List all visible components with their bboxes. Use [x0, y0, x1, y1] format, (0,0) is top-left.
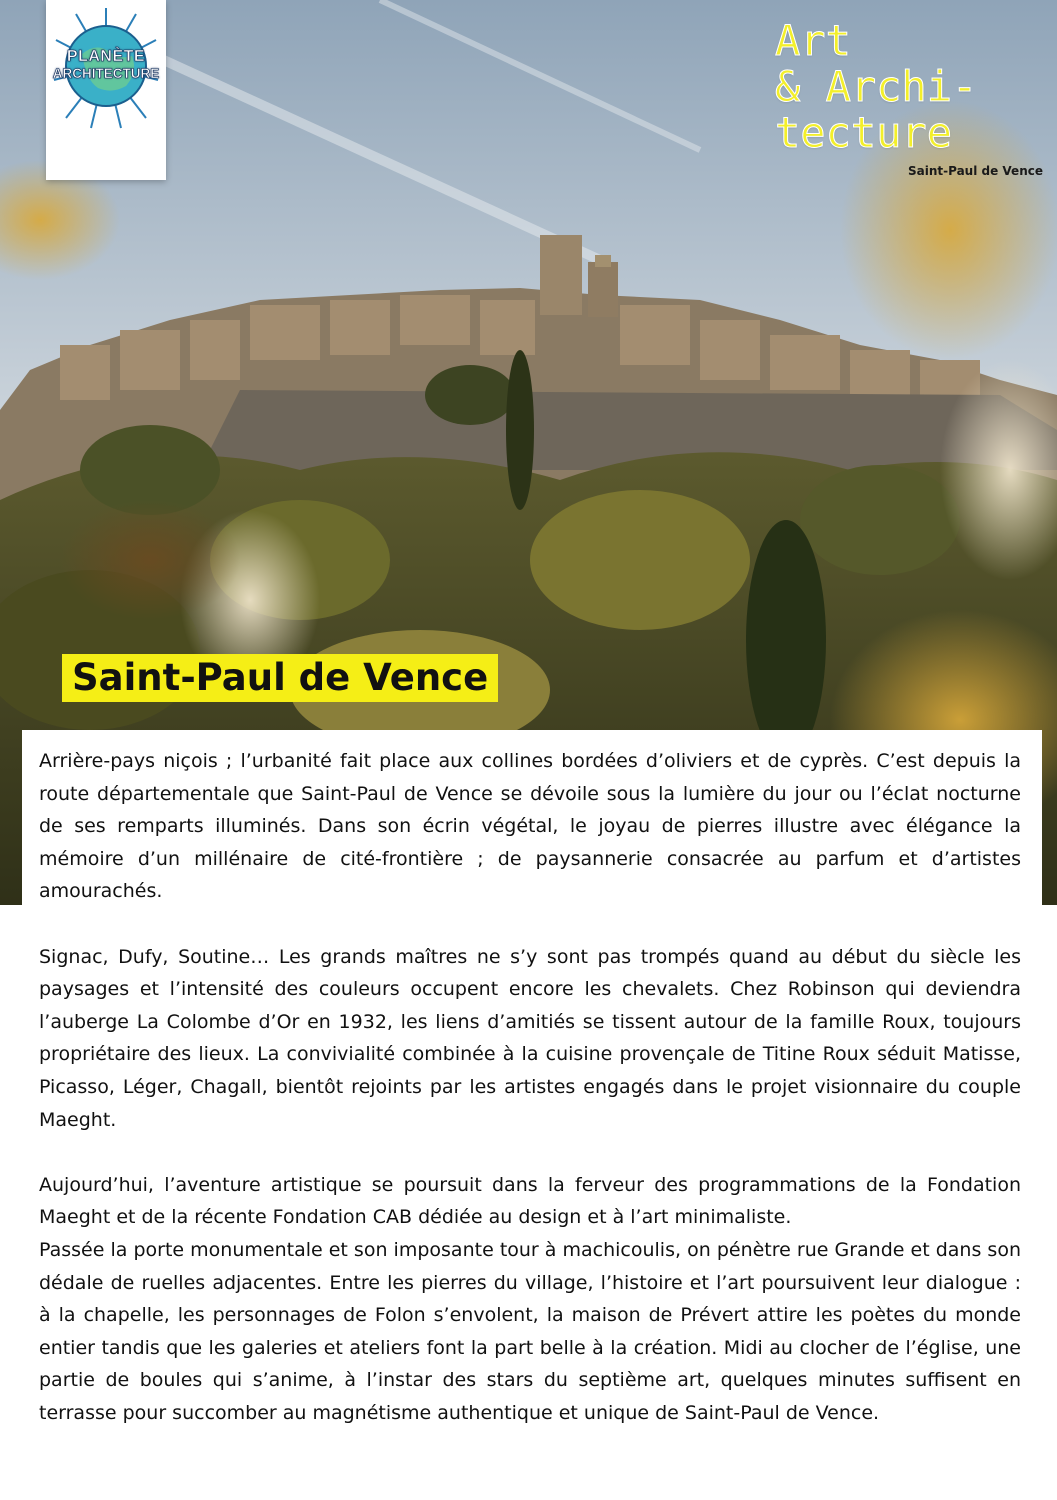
globe-icon — [46, 0, 166, 180]
article-paragraph: Aujourd’hui, l’aventure artistique se poursuit dans la ferveur des programmations de la Fondation Maeght et de la récente Fondation CAB dédiée au design et à l’art minimaliste. — [39, 1173, 1021, 1229]
article-paragraph: Passée la porte monumentale et son imposante tour à machicoulis, on pénètre rue Grande et dans son dédale de ruelles adjacentes. Entre les pierres du village, l’histoire et l’art poursuivent leur dialogue : à la chapelle, les personnages de Folon s’envolent, la maison de Prévert attire les poètes du monde entier tandis que les galeries et ateliers font la part belle à la création. Midi au clocher de l’église, une partie de boules qui s’anime, à l’instar des stars du septième art, quelques minutes suffisent en terrasse pour succomber au magnétisme authentique et unique de Saint-Paul de Vence. — [39, 1238, 1021, 1424]
section-title-line: Art — [775, 16, 851, 65]
article-paragraph: Arrière-pays niçois ; l’urbanité fait place aux collines bordées d’oliviers et de cyprès. C’est depuis la route départementale que Saint-Paul de Vence se dévoile sous la lumière du jour ou l’éclat nocturne de ses remparts illuminés. Dans son écrin végétal, le joyau de pierres illustre avec élégance la mémoire d’un millénaire de cité-frontière ; de paysannerie consacrée au parfum et d’artistes amourachés. — [39, 750, 1021, 903]
planete-architecture-logo — [46, 0, 166, 180]
logo-text-line2: ARCHITECTURE — [52, 66, 160, 81]
article-body — [39, 745, 1021, 1429]
article-paragraph: Signac, Dufy, Soutine… Les grands maîtres ne s’y sont pas trompés quand au début du siècle les paysages et l’intensité des couleurs occupent encore les chevalets. Chez Robinson qui deviendra l’auberge La Colombe d’Or en 1932, les liens d’amitiés se tissent autour de la famille Roux, toujours propriétaire des lieux. La convivialité combinée à la cuisine provençale de Titine Roux séduit Matisse, Picasso, Léger, Chagall, bientôt rejoints par les artistes engagés dans le projet visionnaire du couple Maeght. — [39, 945, 1021, 1131]
section-title-line: & Archi- — [775, 62, 978, 111]
section-title-line: tecture — [775, 108, 953, 157]
logo-text-line1: PLANÈTE — [66, 48, 146, 65]
article-headline: Saint-Paul de Vence — [62, 654, 498, 702]
section-subtitle: Saint-Paul de Vence — [908, 164, 1043, 178]
section-title — [775, 18, 1055, 156]
